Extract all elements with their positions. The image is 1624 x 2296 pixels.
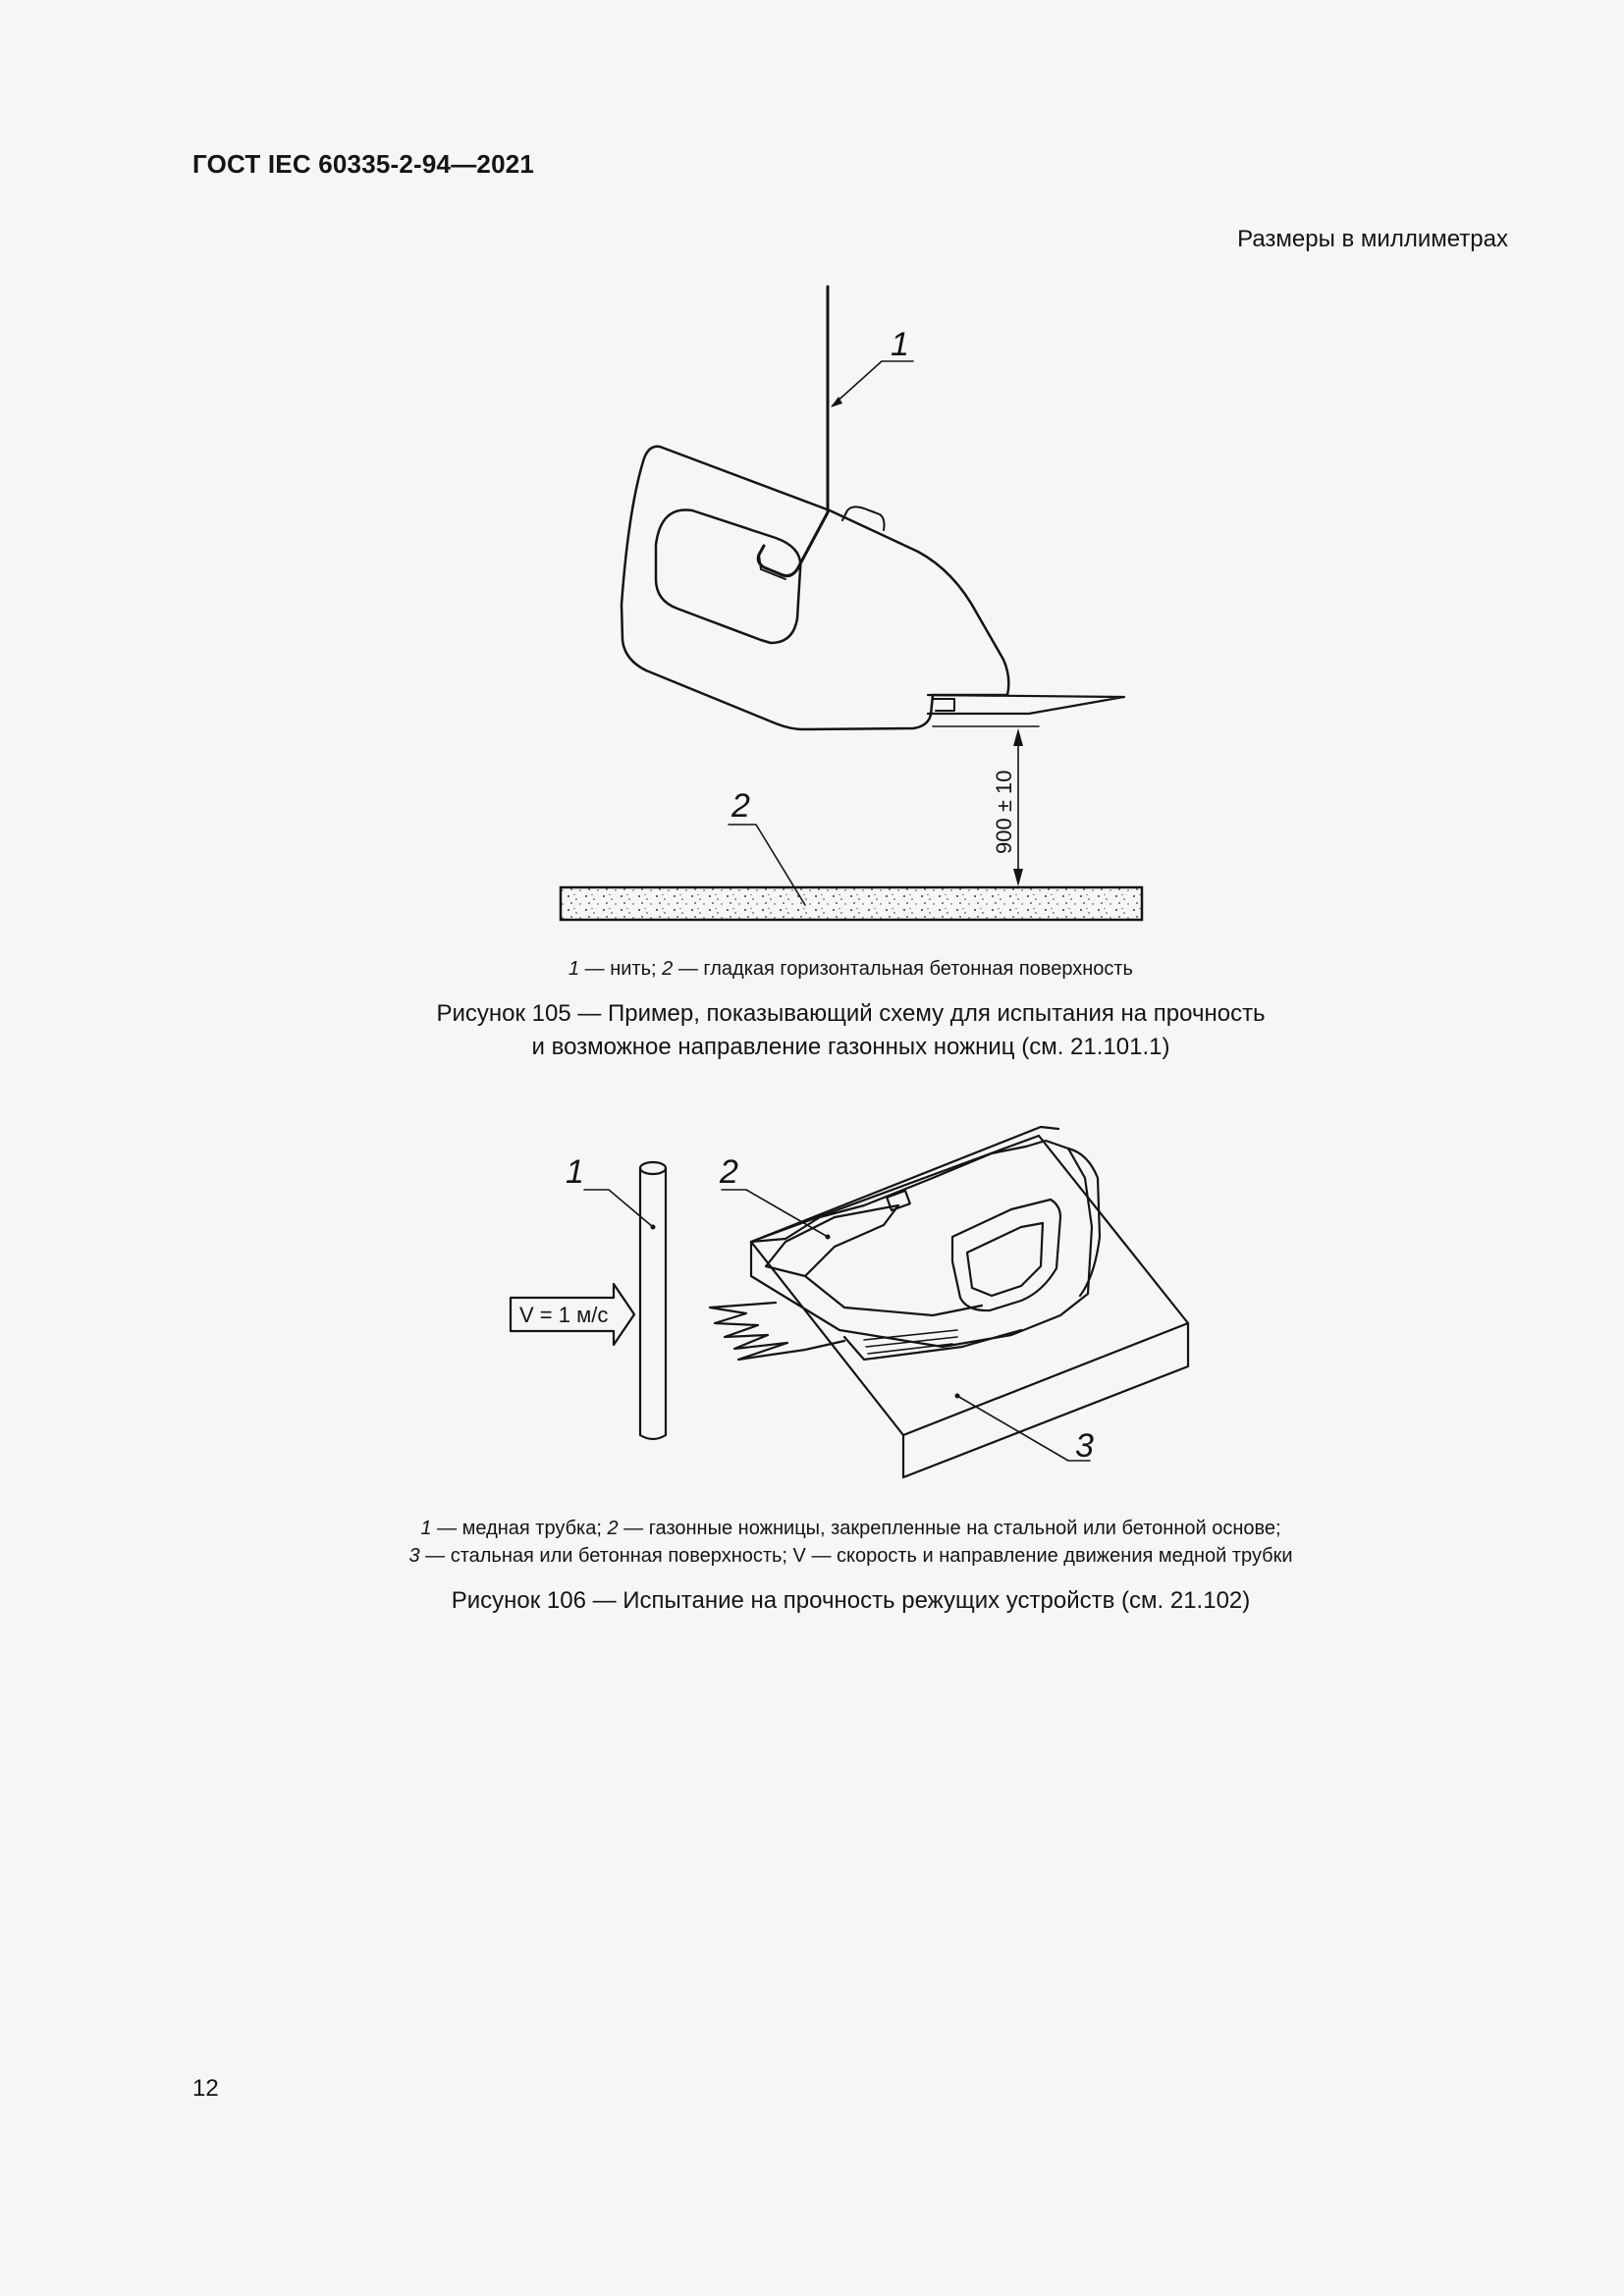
- callout-2: 2: [720, 1153, 738, 1191]
- callout-1: 1: [566, 1153, 584, 1191]
- shears-underside: [805, 1276, 982, 1315]
- figure-105-caption-line1: Рисунок 105 — Пример, показывающий схему для испытания на прочность: [436, 1000, 1266, 1027]
- legend-text-2: — гладкая горизонтальная бетонная поверхность: [673, 958, 1133, 980]
- shears-head: [766, 1205, 898, 1276]
- blade-teeth: [710, 1303, 844, 1360]
- legend-key-2: 2: [607, 1518, 619, 1539]
- callout-1: 1: [891, 326, 909, 363]
- leader-1: [584, 1190, 653, 1227]
- leader-1-dot: [651, 1225, 656, 1230]
- callout-2: 2: [731, 787, 750, 825]
- legend-text-2: — газонные ножницы, закрепленные на стальной или бетонной основе;: [618, 1518, 1281, 1539]
- legend-key-1: 1: [420, 1518, 432, 1539]
- legend-key-3: 3: [408, 1545, 420, 1567]
- figure-106-caption: Рисунок 106 — Испытание на прочность режущих устройств (см. 21.102): [451, 1587, 1251, 1614]
- shears-switch: [887, 1191, 910, 1210]
- legend-text-1: — медная трубка;: [431, 1518, 608, 1539]
- callout-3: 3: [1075, 1427, 1094, 1465]
- shears-handle-opening: [952, 1200, 1060, 1310]
- legend-text-3: — стальная или бетонная поверхность; V — скорость и направление движения медной трубки: [419, 1545, 1293, 1567]
- legend-text-1: — нить;: [579, 958, 663, 980]
- figure-105-caption-line2: и возможное направление газонных ножниц (см. 21.101.1): [531, 1034, 1170, 1060]
- page-number: 12: [192, 2075, 219, 2102]
- copper-tube: [640, 1168, 666, 1439]
- shears-handle-inner: [967, 1223, 1043, 1296]
- dimensions-note: Размеры в миллиметрах: [1237, 226, 1508, 252]
- leader-3-dot: [955, 1394, 960, 1399]
- leader-2-dot: [826, 1235, 831, 1240]
- legend-key-1: 1: [568, 958, 580, 980]
- figure-106-legend-line1: [0, 1518, 1624, 1540]
- shears-grip: [1068, 1148, 1100, 1296]
- legend-key-2: 2: [662, 958, 674, 980]
- copper-tube-top: [640, 1162, 666, 1174]
- document-code: ГОСТ IEC 60335-2-94—2021: [192, 149, 535, 179]
- velocity-label: V = 1 м/с: [519, 1303, 609, 1327]
- figure-106-legend-line2: [0, 1545, 1624, 1568]
- dimension-label: 900 ± 10: [992, 770, 1016, 854]
